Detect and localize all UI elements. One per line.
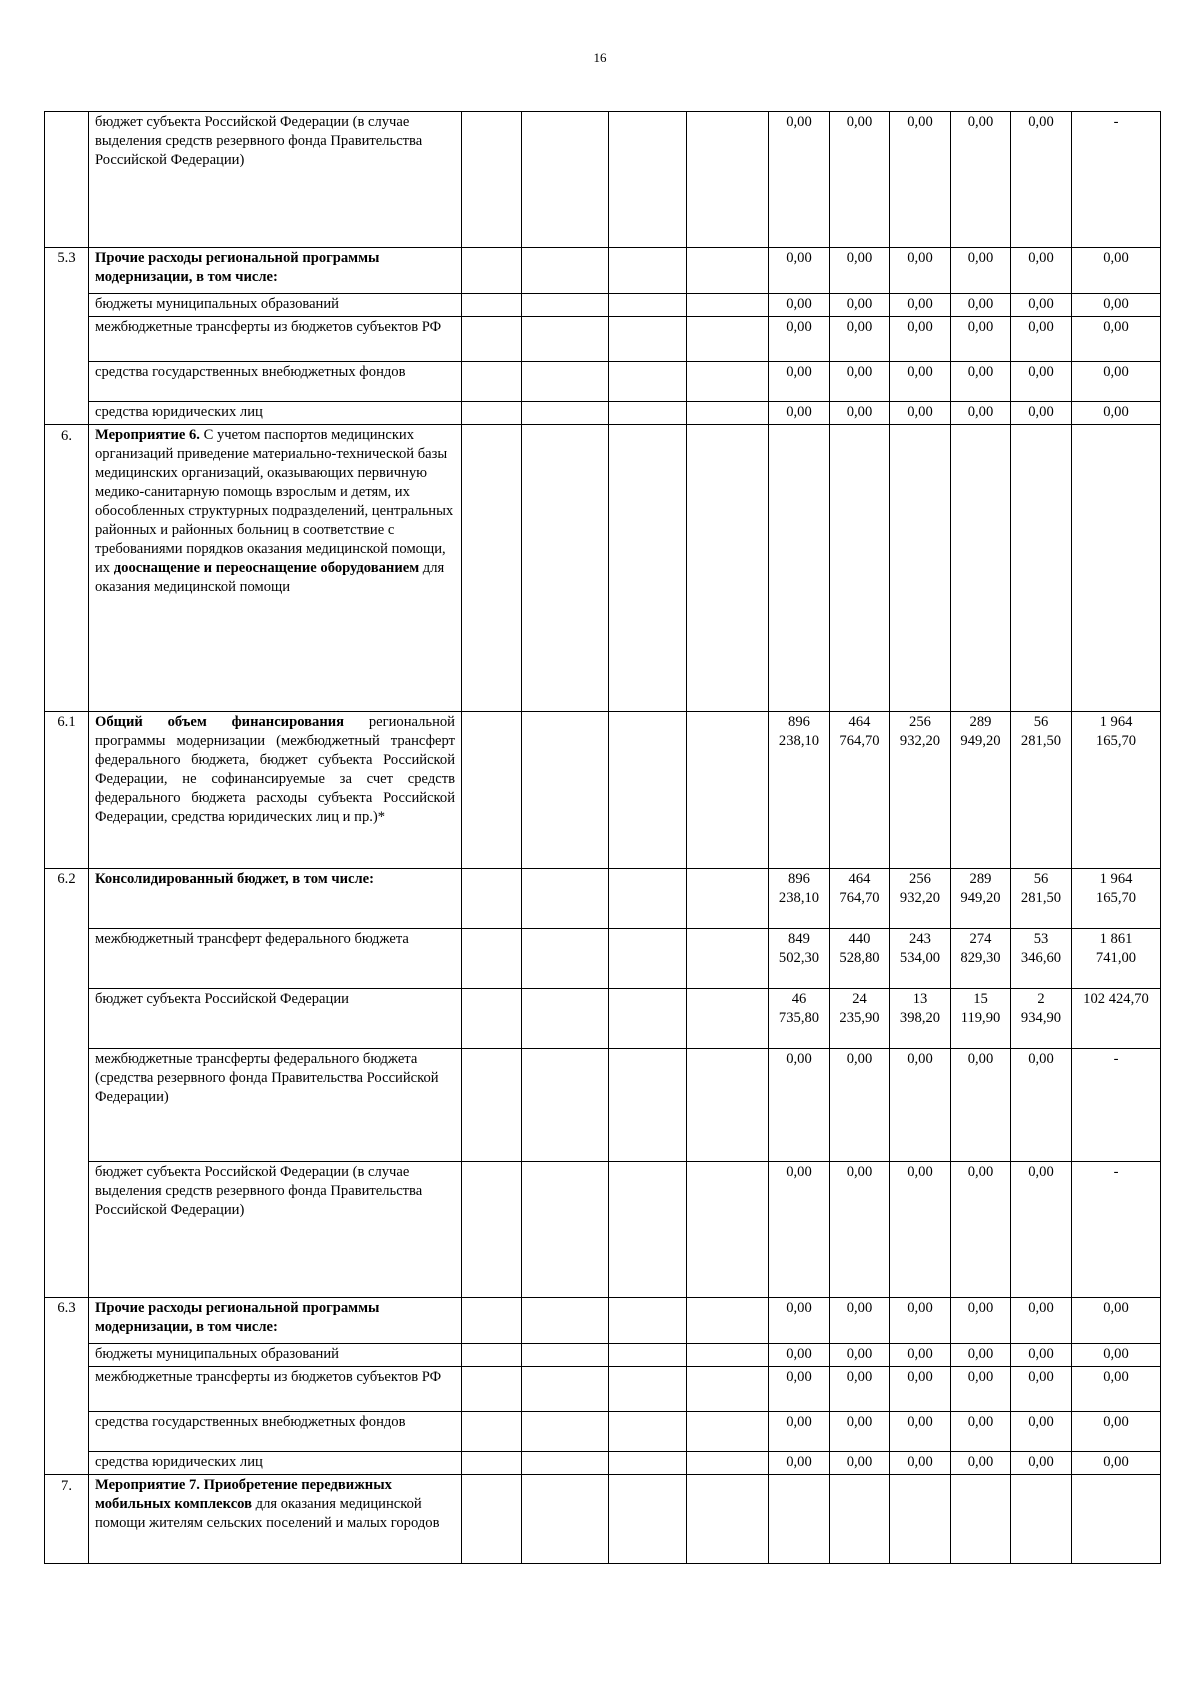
empty-cell	[609, 317, 687, 362]
empty-cell	[462, 1367, 522, 1412]
empty-cell	[687, 1298, 769, 1344]
value-cell: 0,00	[951, 317, 1011, 362]
description-text: Мероприятие 6.	[95, 427, 200, 443]
total-value-cell: 0,00	[1072, 317, 1161, 362]
value-cell: 0,00	[890, 112, 951, 248]
value-cell: 0,00	[769, 317, 830, 362]
empty-cell	[609, 1298, 687, 1344]
empty-cell	[522, 248, 609, 294]
value-cell: 0,00	[890, 294, 951, 317]
empty-cell	[609, 989, 687, 1049]
value-cell	[830, 1475, 890, 1564]
total-value-cell: 0,00	[1072, 1344, 1161, 1367]
description-text: бюджеты муниципальных образований	[95, 296, 339, 312]
total-value-cell: -	[1072, 112, 1161, 248]
empty-cell	[522, 1452, 609, 1475]
empty-cell	[609, 402, 687, 425]
value-cell: 0,00	[951, 362, 1011, 402]
table-row	[45, 712, 1161, 869]
table-row	[45, 869, 1161, 929]
empty-cell	[687, 294, 769, 317]
value-cell: 0,00	[830, 402, 890, 425]
empty-cell	[462, 712, 522, 869]
empty-cell	[687, 1412, 769, 1452]
value-cell: 0,00	[1011, 1162, 1072, 1298]
value-cell: 0,00	[1011, 1049, 1072, 1162]
description-cell	[89, 712, 462, 869]
empty-cell	[462, 317, 522, 362]
table-row	[45, 1344, 1161, 1367]
empty-cell	[462, 989, 522, 1049]
value-cell: 0,00	[890, 1344, 951, 1367]
value-cell: 0,00	[1011, 317, 1072, 362]
description-text: бюджет субъекта Российской Федерации (в случае выделения средств резервного фонда Правительства Российской Федерации)	[95, 114, 423, 168]
value-cell: 0,00	[1011, 112, 1072, 248]
table-row	[45, 362, 1161, 402]
value-cell: 0,00	[769, 1412, 830, 1452]
row-index-cell	[45, 112, 89, 248]
empty-cell	[522, 712, 609, 869]
value-cell: 0,00	[830, 1049, 890, 1162]
empty-cell	[522, 1367, 609, 1412]
value-cell: 0,00	[830, 1367, 890, 1412]
value-cell: 15 119,90	[951, 989, 1011, 1049]
value-cell	[769, 1475, 830, 1564]
empty-cell	[522, 1049, 609, 1162]
value-cell	[890, 1475, 951, 1564]
value-cell: 56 281,50	[1011, 712, 1072, 869]
value-cell: 0,00	[830, 1344, 890, 1367]
empty-cell	[687, 712, 769, 869]
value-cell: 0,00	[951, 1162, 1011, 1298]
value-cell: 849 502,30	[769, 929, 830, 989]
description-cell	[89, 1452, 462, 1475]
total-value-cell: 0,00	[1072, 248, 1161, 294]
description-text: для оказания медицинской помощи	[95, 560, 445, 595]
empty-cell	[609, 425, 687, 712]
value-cell: 256 932,20	[890, 869, 951, 929]
table-row	[45, 294, 1161, 317]
empty-cell	[687, 869, 769, 929]
empty-cell	[522, 362, 609, 402]
empty-cell	[687, 248, 769, 294]
empty-cell	[522, 1412, 609, 1452]
value-cell: 0,00	[1011, 1298, 1072, 1344]
value-cell: 0,00	[1011, 1452, 1072, 1475]
total-value-cell: 1 964 165,70	[1072, 869, 1161, 929]
description-text: для оказания медицинской помощи жителям сельских поселений и малых городов	[95, 1496, 440, 1531]
empty-cell	[687, 362, 769, 402]
value-cell: 0,00	[769, 1367, 830, 1412]
value-cell: 0,00	[951, 1452, 1011, 1475]
empty-cell	[522, 1298, 609, 1344]
value-cell: 0,00	[830, 362, 890, 402]
description-cell	[89, 1367, 462, 1412]
table-row	[45, 425, 1161, 712]
description-cell	[89, 317, 462, 362]
empty-cell	[687, 1452, 769, 1475]
value-cell	[951, 425, 1011, 712]
value-cell: 0,00	[890, 1049, 951, 1162]
value-cell: 0,00	[951, 248, 1011, 294]
description-cell	[89, 402, 462, 425]
empty-cell	[462, 1049, 522, 1162]
value-cell: 0,00	[890, 1367, 951, 1412]
table-row	[45, 929, 1161, 989]
value-cell	[1011, 1475, 1072, 1564]
description-cell	[89, 362, 462, 402]
total-value-cell: 0,00	[1072, 1412, 1161, 1452]
empty-cell	[687, 112, 769, 248]
value-cell	[1011, 425, 1072, 712]
description-text: Консолидированный бюджет, в том числе:	[95, 871, 375, 887]
empty-cell	[462, 1344, 522, 1367]
empty-cell	[609, 1367, 687, 1412]
value-cell: 0,00	[830, 1298, 890, 1344]
empty-cell	[462, 362, 522, 402]
value-cell: 0,00	[1011, 248, 1072, 294]
value-cell: 0,00	[830, 112, 890, 248]
description-cell	[89, 294, 462, 317]
empty-cell	[462, 402, 522, 425]
total-value-cell: 0,00	[1072, 1298, 1161, 1344]
empty-cell	[462, 869, 522, 929]
empty-cell	[609, 929, 687, 989]
table-row	[45, 1412, 1161, 1452]
empty-cell	[687, 1162, 769, 1298]
description-cell	[89, 1344, 462, 1367]
description-text: региональной программы модернизации (межбюджетный трансферт федерального бюджета, бюджет субъекта Российской Федерации, не софинансируемые за счет средств федерального бюджета расходы субъекта Российской Федерации, средства юридических лиц и пр.)*	[95, 714, 455, 825]
value-cell: 0,00	[951, 112, 1011, 248]
empty-cell	[522, 317, 609, 362]
value-cell: 56 281,50	[1011, 869, 1072, 929]
value-cell: 24 235,90	[830, 989, 890, 1049]
description-text: бюджеты муниципальных образований	[95, 1346, 339, 1362]
row-index-cell: 7.	[45, 1475, 89, 1564]
table-row	[45, 1162, 1161, 1298]
row-index-cell: 6.2	[45, 869, 89, 1298]
empty-cell	[462, 112, 522, 248]
value-cell: 13 398,20	[890, 989, 951, 1049]
description-text: межбюджетные трансферты из бюджетов субъектов РФ	[95, 1369, 442, 1385]
value-cell: 464 764,70	[830, 712, 890, 869]
description-cell	[89, 1298, 462, 1344]
description-cell	[89, 1049, 462, 1162]
value-cell: 0,00	[769, 1452, 830, 1475]
description-text: дооснащение и переоснащение оборудованием	[113, 560, 420, 576]
value-cell: 0,00	[1011, 362, 1072, 402]
empty-cell	[522, 402, 609, 425]
value-cell: 0,00	[1011, 294, 1072, 317]
empty-cell	[462, 1162, 522, 1298]
empty-cell	[462, 1452, 522, 1475]
total-value-cell: 1 861 741,00	[1072, 929, 1161, 989]
empty-cell	[609, 112, 687, 248]
empty-cell	[687, 402, 769, 425]
total-value-cell: 0,00	[1072, 362, 1161, 402]
value-cell: 0,00	[769, 248, 830, 294]
empty-cell	[609, 362, 687, 402]
value-cell: 0,00	[830, 317, 890, 362]
value-cell: 46 735,80	[769, 989, 830, 1049]
value-cell: 2 934,90	[1011, 989, 1072, 1049]
description-text: Прочие расходы региональной программы модернизации, в том числе:	[95, 250, 380, 285]
value-cell: 0,00	[951, 1298, 1011, 1344]
empty-cell	[462, 248, 522, 294]
total-value-cell	[1072, 425, 1161, 712]
value-cell: 53 346,60	[1011, 929, 1072, 989]
table-body	[45, 112, 1161, 1564]
empty-cell	[462, 1412, 522, 1452]
value-cell: 0,00	[769, 362, 830, 402]
description-text: межбюджетный трансферт федерального бюджета	[95, 931, 409, 947]
description-text: Прочие расходы региональной программы модернизации, в том числе:	[95, 1300, 380, 1335]
description-text: Мероприятие 7. Приобретение передвижных мобильных комплексов	[95, 1477, 392, 1512]
value-cell: 0,00	[830, 1452, 890, 1475]
empty-cell	[609, 1344, 687, 1367]
empty-cell	[687, 1344, 769, 1367]
value-cell: 0,00	[890, 1298, 951, 1344]
empty-cell	[522, 869, 609, 929]
description-cell	[89, 929, 462, 989]
empty-cell	[687, 929, 769, 989]
description-text: Общий объем финансирования	[95, 714, 345, 730]
empty-cell	[522, 1344, 609, 1367]
value-cell	[890, 425, 951, 712]
total-value-cell: 0,00	[1072, 294, 1161, 317]
empty-cell	[609, 1162, 687, 1298]
total-value-cell	[1072, 1475, 1161, 1564]
value-cell: 464 764,70	[830, 869, 890, 929]
description-cell	[89, 869, 462, 929]
value-cell: 0,00	[951, 1412, 1011, 1452]
empty-cell	[522, 425, 609, 712]
value-cell: 896 238,10	[769, 869, 830, 929]
empty-cell	[609, 1452, 687, 1475]
value-cell: 256 932,20	[890, 712, 951, 869]
total-value-cell: 0,00	[1072, 402, 1161, 425]
value-cell: 0,00	[890, 317, 951, 362]
value-cell	[830, 425, 890, 712]
value-cell: 0,00	[769, 1162, 830, 1298]
page-number: 16	[593, 50, 607, 65]
empty-cell	[522, 1475, 609, 1564]
table-row	[45, 1367, 1161, 1412]
description-cell	[89, 1475, 462, 1564]
description-text: бюджет субъекта Российской Федерации	[95, 991, 349, 1007]
table-row	[45, 989, 1161, 1049]
total-value-cell: 1 964 165,70	[1072, 712, 1161, 869]
table-row	[45, 402, 1161, 425]
value-cell: 0,00	[1011, 402, 1072, 425]
value-cell: 0,00	[769, 112, 830, 248]
value-cell: 0,00	[951, 402, 1011, 425]
value-cell: 0,00	[830, 1162, 890, 1298]
empty-cell	[687, 989, 769, 1049]
table-row	[45, 317, 1161, 362]
description-text: средства государственных внебюджетных фондов	[95, 1414, 406, 1430]
description-cell	[89, 989, 462, 1049]
empty-cell	[609, 294, 687, 317]
value-cell	[951, 1475, 1011, 1564]
value-cell: 0,00	[1011, 1367, 1072, 1412]
description-cell	[89, 1412, 462, 1452]
total-value-cell: 102 424,70	[1072, 989, 1161, 1049]
row-index-cell: 5.3	[45, 248, 89, 425]
description-cell	[89, 112, 462, 248]
value-cell: 0,00	[890, 1162, 951, 1298]
value-cell: 0,00	[951, 1344, 1011, 1367]
value-cell: 0,00	[951, 294, 1011, 317]
value-cell: 0,00	[890, 1452, 951, 1475]
empty-cell	[462, 929, 522, 989]
empty-cell	[609, 1412, 687, 1452]
total-value-cell: -	[1072, 1049, 1161, 1162]
description-text: бюджет субъекта Российской Федерации (в случае выделения средств резервного фонда Правительства Российской Федерации)	[95, 1164, 423, 1218]
description-text: средства юридических лиц	[95, 404, 263, 420]
empty-cell	[462, 1298, 522, 1344]
empty-cell	[522, 989, 609, 1049]
empty-cell	[462, 425, 522, 712]
empty-cell	[609, 1475, 687, 1564]
table-row	[45, 1475, 1161, 1564]
value-cell: 0,00	[769, 402, 830, 425]
description-text: межбюджетные трансферты из бюджетов субъектов РФ	[95, 319, 442, 335]
table-row	[45, 1452, 1161, 1475]
empty-cell	[522, 929, 609, 989]
description-text: С учетом паспортов медицинских организаций приведение материально-технической базы медицинских организаций, оказывающих первичную медико-санитарную помощь взрослым и детям, их обособленных структурных подразделений, центральных районных и районных больниц в соответствие с требованиями порядков оказания медицинской помощи, их	[95, 427, 454, 576]
empty-cell	[522, 1162, 609, 1298]
description-cell	[89, 1162, 462, 1298]
total-value-cell: -	[1072, 1162, 1161, 1298]
value-cell: 243 534,00	[890, 929, 951, 989]
description-text: средства государственных внебюджетных фондов	[95, 364, 406, 380]
value-cell: 274 829,30	[951, 929, 1011, 989]
value-cell: 0,00	[769, 294, 830, 317]
value-cell: 0,00	[890, 402, 951, 425]
value-cell: 0,00	[951, 1367, 1011, 1412]
value-cell: 0,00	[890, 362, 951, 402]
value-cell: 289 949,20	[951, 869, 1011, 929]
value-cell: 896 238,10	[769, 712, 830, 869]
value-cell: 0,00	[769, 1049, 830, 1162]
description-text: средства юридических лиц	[95, 1454, 263, 1470]
empty-cell	[687, 1367, 769, 1412]
table-row	[45, 1049, 1161, 1162]
description-cell	[89, 248, 462, 294]
empty-cell	[609, 1049, 687, 1162]
row-index-cell: 6.	[45, 425, 89, 712]
value-cell	[769, 425, 830, 712]
table-row	[45, 1298, 1161, 1344]
description-text: межбюджетные трансферты федерального бюджета (средства резервного фонда Правительства Российской Федерации)	[95, 1051, 439, 1105]
value-cell: 0,00	[769, 1344, 830, 1367]
description-cell	[89, 425, 462, 712]
value-cell: 0,00	[769, 1298, 830, 1344]
empty-cell	[687, 425, 769, 712]
table-row	[45, 112, 1161, 248]
value-cell: 289 949,20	[951, 712, 1011, 869]
financing-table	[44, 111, 1161, 1564]
value-cell: 0,00	[1011, 1412, 1072, 1452]
value-cell: 0,00	[951, 1049, 1011, 1162]
empty-cell	[687, 1049, 769, 1162]
empty-cell	[609, 248, 687, 294]
empty-cell	[609, 869, 687, 929]
empty-cell	[462, 294, 522, 317]
value-cell: 0,00	[890, 1412, 951, 1452]
total-value-cell: 0,00	[1072, 1367, 1161, 1412]
value-cell: 0,00	[830, 248, 890, 294]
total-value-cell: 0,00	[1072, 1452, 1161, 1475]
row-index-cell: 6.3	[45, 1298, 89, 1475]
empty-cell	[522, 294, 609, 317]
empty-cell	[462, 1475, 522, 1564]
empty-cell	[687, 1475, 769, 1564]
empty-cell	[609, 712, 687, 869]
value-cell: 0,00	[1011, 1344, 1072, 1367]
value-cell: 0,00	[830, 1412, 890, 1452]
value-cell: 0,00	[890, 248, 951, 294]
empty-cell	[687, 317, 769, 362]
value-cell: 0,00	[830, 294, 890, 317]
empty-cell	[522, 112, 609, 248]
row-index-cell: 6.1	[45, 712, 89, 869]
value-cell: 440 528,80	[830, 929, 890, 989]
table-row	[45, 248, 1161, 294]
